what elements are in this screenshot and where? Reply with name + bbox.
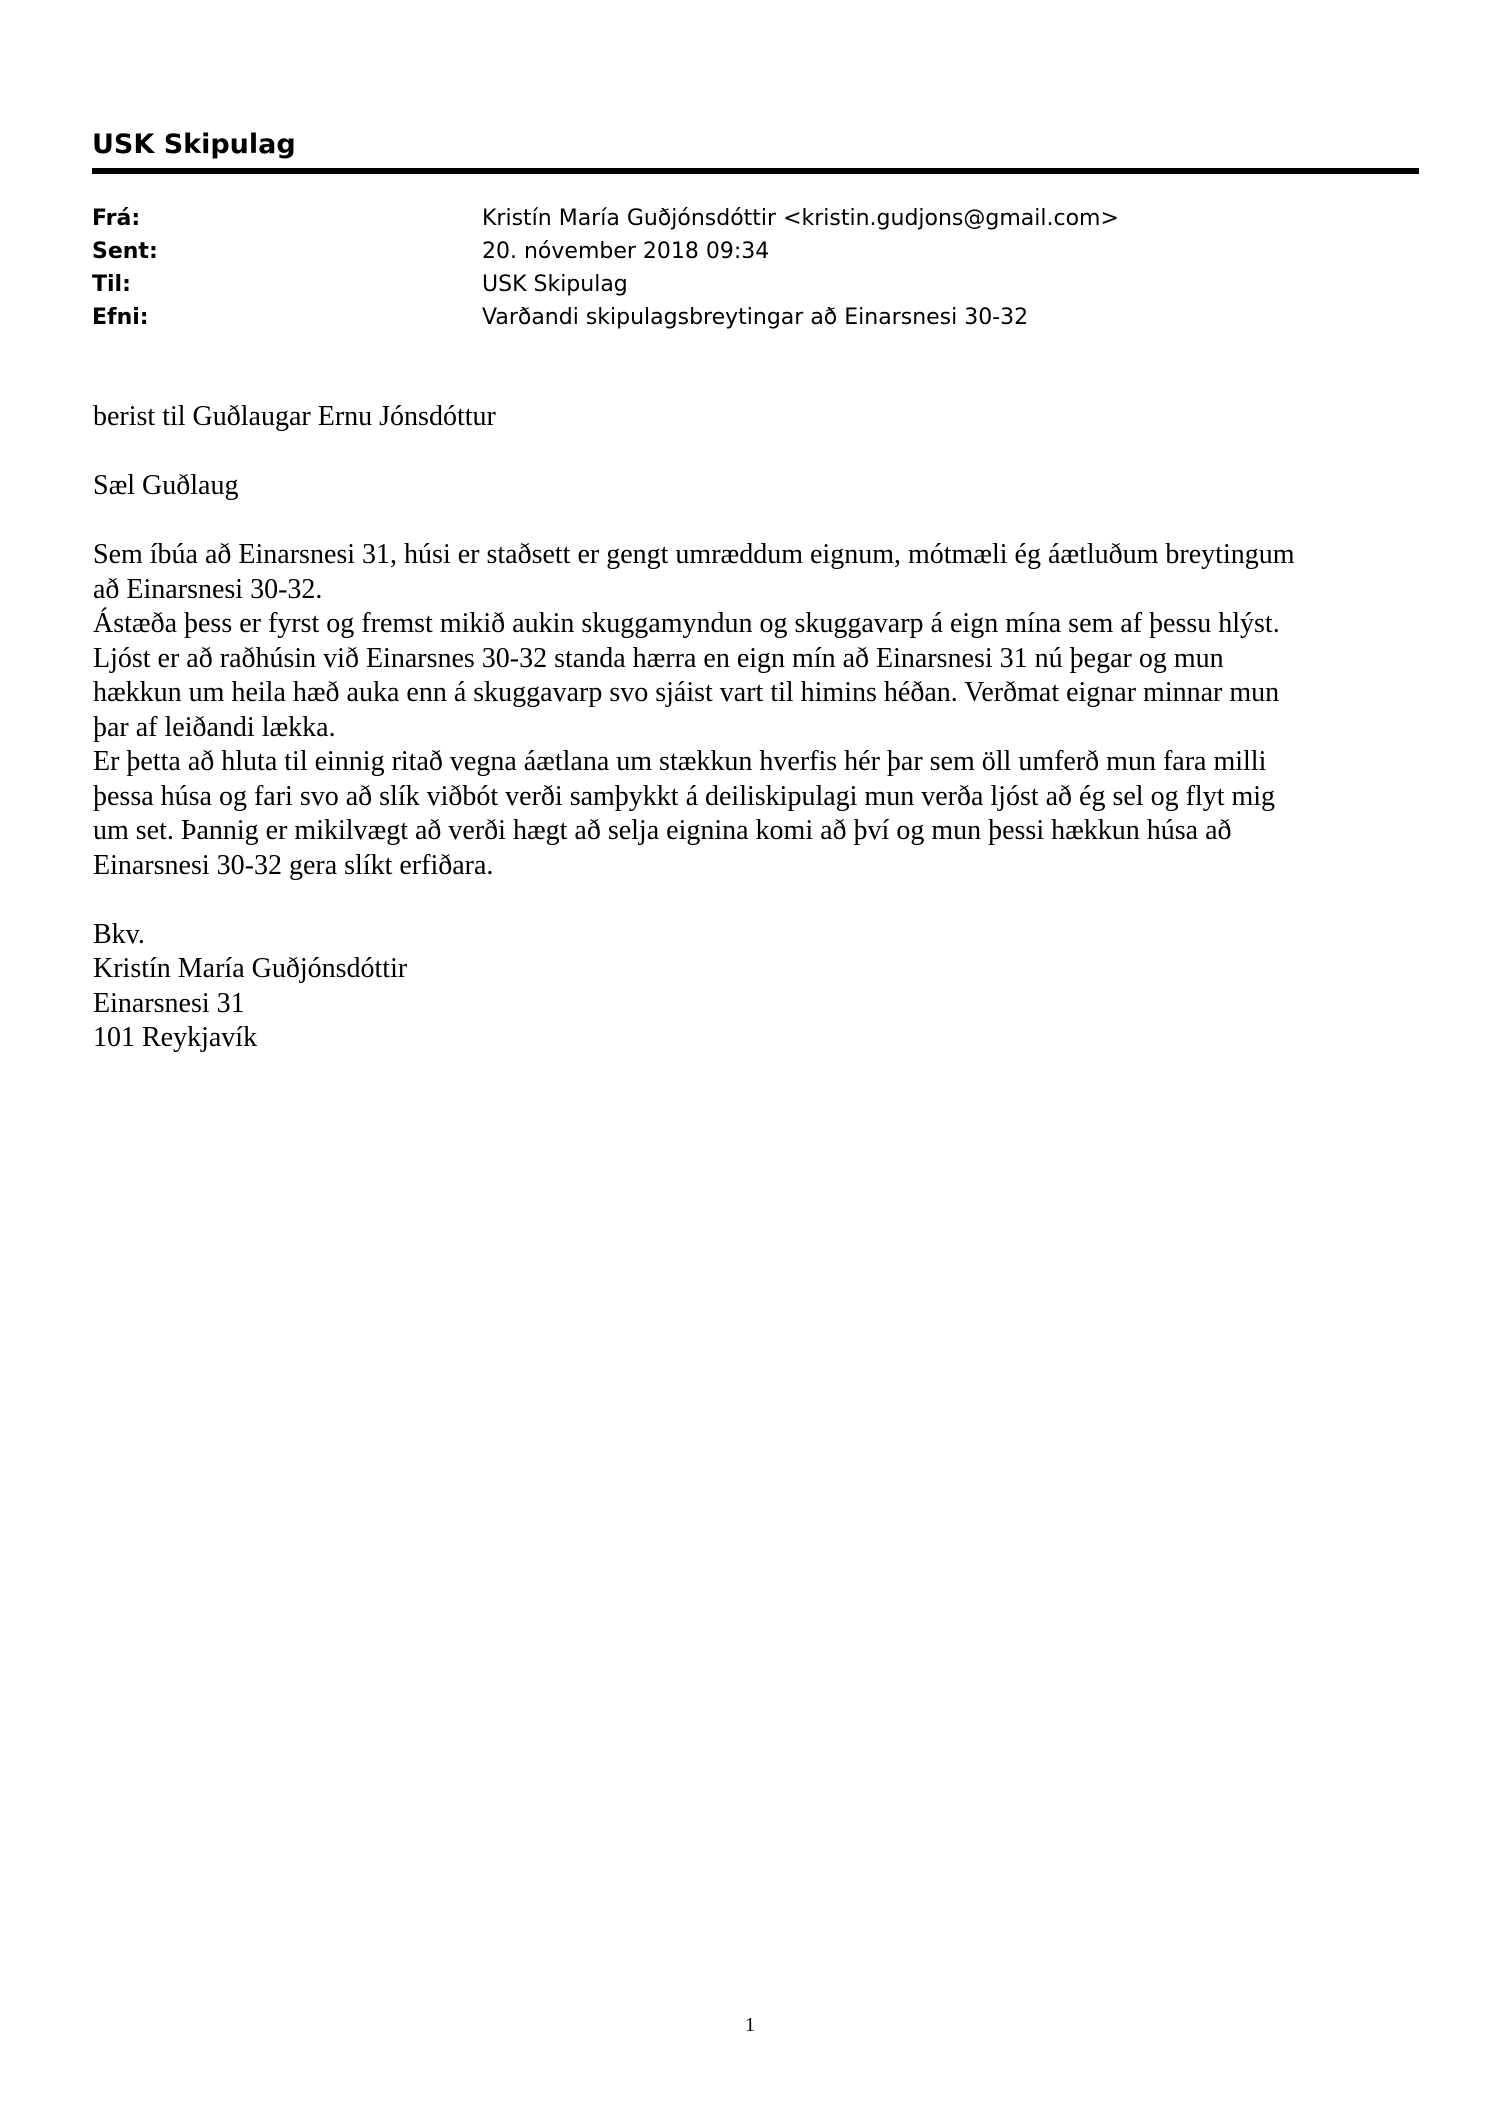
subject-value: Varðandi skipulagsbreytingar að Einarsnesi 30-32 [482,305,1029,330]
signature-city: 101 Reykjavík [93,1022,258,1053]
paragraph-reason [93,607,1423,745]
subject-label: Efni: [92,305,149,330]
email-body [93,400,1423,1056]
body-line: Sem íbúa að Einarsnesi 31, húsi er staðsett er gengt umræddum eignum, mótmæli ég áætluðum breytingum [93,539,1295,570]
signature-closing: Bkv. [93,918,145,950]
email-headers [92,202,1422,334]
body-line: um set. Þannig er mikilvægt að verði hægt að selja eignina komi að því og mun þessi hækkun húsa að [93,815,1232,846]
from-value: Kristín María Guðjónsdóttir <kristin.gudjons@gmail.com> [482,206,1119,231]
greeting: Sæl Guðlaug [93,470,239,501]
body-line: að Einarsnesi 30-32. [93,573,323,605]
to-label: Til: [92,272,131,297]
sent-label: Sent: [92,239,158,264]
body-line: hækkun um heila hæð auka enn á skuggavarp svo sjáist vart til himins héðan. Verðmat eignar minnar mun [93,677,1280,708]
signature-block [93,918,1423,1056]
page-number: 1 [745,2014,755,2036]
mailbox-title: USK Skipulag [92,129,296,160]
to-value: USK Skipulag [482,272,628,297]
paragraph-expansion [93,745,1423,883]
header-row-subject [92,301,1422,334]
forward-note: berist til Guðlaugar Ernu Jónsdóttur [93,401,496,432]
sent-value: 20. nóvember 2018 09:34 [482,239,770,264]
body-line: þar af leiðandi lækka. [93,711,336,743]
header-row-to [92,268,1422,301]
from-label: Frá: [92,206,141,231]
header-row-sent [92,235,1422,268]
body-line: Er þetta að hluta til einnig ritað vegna áætlana um stækkun hverfis hér þar sem öll umferð mun fara milli [93,746,1267,777]
signature-name: Kristín María Guðjónsdóttir [93,953,408,984]
header-row-from [92,202,1422,235]
signature-street: Einarsnesi 31 [93,987,245,1019]
paragraph-objection [93,538,1423,607]
body-line: þessa húsa og fari svo að slík viðbót verði samþykkt á deiliskipulagi mun verða ljóst að ég sel og flyt mig [93,780,1276,812]
body-line: Ástæða þess er fyrst og fremst mikið aukin skuggamyndun og skuggavarp á eign mína sem af þessu hlýst. [93,608,1280,639]
title-divider [92,168,1419,174]
body-line: Ljóst er að raðhúsin við Einarsnes 30-32 standa hærra en eign mín að Einarsnesi 31 nú þegar og mun [93,642,1224,674]
body-line: Einarsnesi 30-32 gera slíkt erfiðara. [93,849,494,881]
